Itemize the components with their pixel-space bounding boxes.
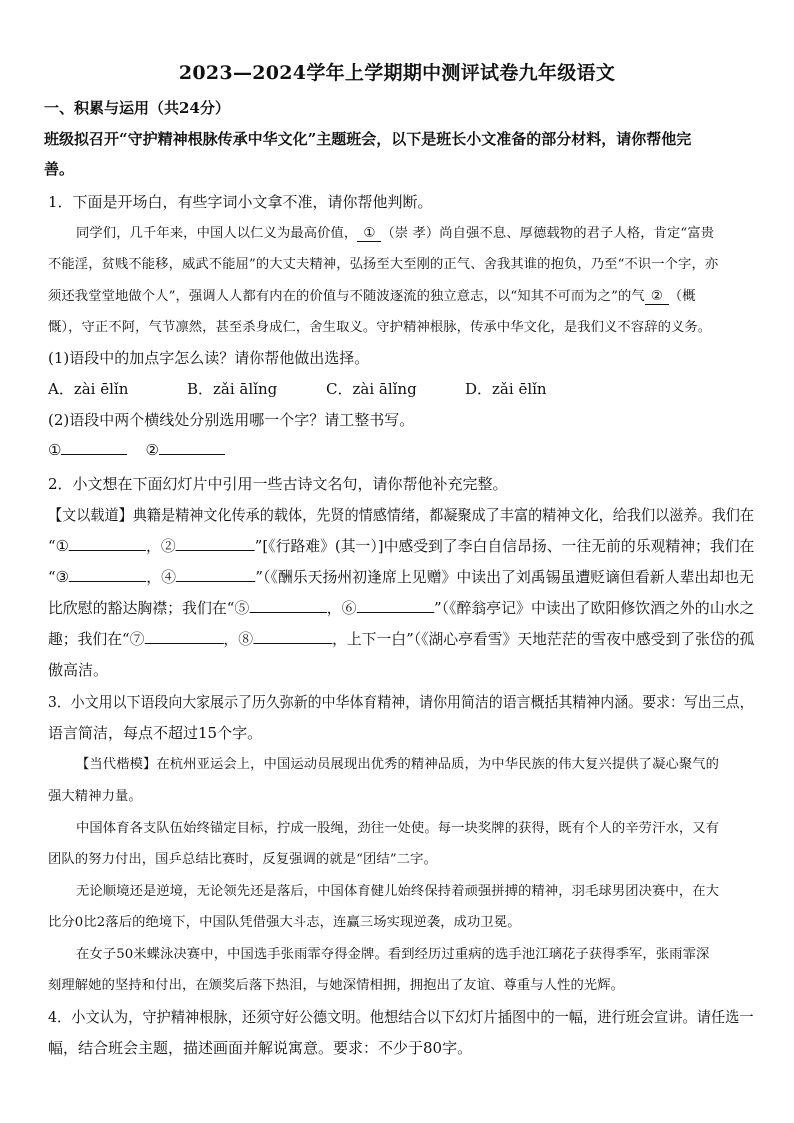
fill-label: “① — [48, 537, 69, 555]
fill-text: ”（《酬乐天扬州初逢席上见赠》中读出了刘禹锡虽遭贬谪但看新人辈出却也无 — [255, 568, 754, 586]
passage-text: （概 — [668, 289, 696, 304]
section-intro-line-1: 班级拟召开“守护精神根脉传承中华文化”主题班会，以下是班长小文准备的部分材料，请你帮他完 — [44, 130, 692, 148]
q2-line-4 — [48, 597, 754, 618]
q3-stem-line-1: 3．小文用以下语段向大家展示了历久弥新的中华体育精神，请你用简洁的语言概括其精神内涵。要求：写出三点， — [48, 693, 754, 711]
fill-blank-5[interactable] — [249, 598, 326, 613]
q3-passage-p1-line-2: 强大精神力量。 — [48, 789, 142, 804]
fill-text: ”[《行路难》(其一）]中感受到了李白自信昂扬、一往无前的乐观精神；我们在 — [254, 537, 755, 555]
q1-sub-question-1: (1)语段中的加点字怎么读？请你帮他做出选择。 — [48, 349, 370, 367]
q1-option-b: B．zǎi ālǐng — [187, 380, 278, 398]
q1-passage-line-3 — [48, 285, 696, 305]
q1-option-a: A．zài ēlǐn — [48, 380, 129, 398]
fill-label: “③ — [48, 568, 69, 586]
q4-stem-line-2: 幅，结合班会主题，描述画面并解说寓意。要求：不少于80字。 — [48, 1039, 473, 1057]
fill-blank-2[interactable] — [176, 536, 255, 551]
fill-blank-3[interactable] — [69, 567, 146, 582]
q2-line-2 — [48, 535, 754, 556]
fill-blank-7[interactable] — [144, 629, 223, 644]
q2-line-3 — [48, 566, 754, 587]
fill-blank-4[interactable] — [176, 567, 255, 582]
fill-blank-1[interactable] — [69, 536, 146, 551]
fill-text: ，上下一白”（《湖心亭看雪》天地茫茫的雪夜中感受到了张岱的孤 — [332, 630, 755, 648]
q1-sub-question-2: (2)语段中两个横线处分别选用哪一个字？请工整书写。 — [48, 411, 415, 429]
q2-line-1: 【文以载道】典籍是精神文化传承的载体，先贤的情感情绪，都凝聚成了丰富的精神文化，给我们以滋养。我们在 — [48, 506, 754, 524]
fill-label: ，⑧ — [223, 630, 254, 648]
q1-passage-line-4: 慨），守正不阿，气节凛然，甚至杀身成仁，舍生取义。守护精神根脉，传承中华文化，是我们义不容辞的义务。 — [48, 320, 712, 335]
fill-label: ，④ — [146, 568, 177, 586]
q3-passage-p2-line-2: 团队的努力付出，国乒总结比赛时，反复强调的就是“团结”二字。 — [48, 852, 437, 867]
q2-line-5 — [48, 628, 754, 649]
q3-stem-line-2: 语言简洁，每点不超过15个字。 — [48, 724, 263, 742]
passage-text: 同学们，几千年来，中国人以仁义为最高价值， — [76, 226, 358, 241]
answer-mark-2: ② — [145, 441, 159, 459]
q4-stem-line-1: 4．小文认为，守护精神根脉，还须守好公德文明。他想结合以下幻灯片插图中的一幅，进行班会宣讲。请任选一 — [48, 1008, 754, 1026]
q1-passage-line-1 — [76, 222, 714, 242]
q1-passage-line-2: 不能淫，贫贱不能移，威武不能屈”的大丈夫精神，弘扬至大至刚的正气、舍我其谁的抱负，乃至“不识一个字，亦 — [48, 257, 719, 272]
q3-passage-p3-line-2: 比分0比2落后的绝境下，中国队凭借强大斗志，连赢三场实现逆袭，成功卫冕。 — [48, 915, 521, 930]
q2-stem: 2．小文想在下面幻灯片中引用一些古诗文名句，请你帮他补充完整。 — [48, 475, 508, 493]
q2-line-6: 傲高洁。 — [48, 661, 109, 679]
q3-passage-p4-line-2: 刻理解她的坚持和付出，在颁奖后落下热泪，与她深情相拥，拥抱出了友谊、尊重与人性的光辉。 — [48, 978, 625, 993]
fill-label: ，② — [146, 537, 176, 555]
section-intro-line-2: 善。 — [44, 160, 75, 178]
fill-blank-6[interactable] — [357, 598, 434, 613]
passage-text: （崇 孝）尚自强不息、厚德载物的君子人格，肯定“富贵 — [381, 226, 715, 241]
answer-blank-1[interactable] — [61, 440, 127, 455]
q3-passage-p2-line-1: 中国体育各支队伍始终锚定目标，拧成一股绳，劲往一处使。每一块奖牌的获得，既有个人的辛劳汗水，又有 — [76, 821, 720, 836]
passage-text: 须还我堂堂地做个人”，强调人人都有内在的价值与不随波逐流的独立意志，以“知其不可而为之”的气 — [48, 289, 645, 304]
answer-mark-1: ① — [48, 441, 62, 459]
fill-label: 比欣慰的豁达胸襟；我们在“⑤ — [48, 599, 250, 617]
fill-label: ，⑥ — [326, 599, 357, 617]
blank-1: ① — [357, 226, 381, 242]
q3-passage-p3-line-1: 无论顺境还是逆境，无论领先还是落后，中国体育健儿始终保持着顽强拼搏的精神，羽毛球男团决赛中，在大 — [76, 884, 720, 899]
q1-option-c: C．zài ālǐng — [326, 380, 417, 398]
q1-option-d: D．zǎi ēlǐn — [465, 380, 547, 398]
exam-title: 2023—2024学年上学期期中测评试卷九年级语文 — [178, 62, 616, 84]
q1-stem: 1．下面是开场白，有些字词小文拿不准，请你帮他判断。 — [48, 193, 433, 211]
section-heading: 一、积累与运用（共24分） — [44, 99, 230, 117]
blank-2: ② — [645, 289, 669, 305]
fill-blank-8[interactable] — [253, 629, 332, 644]
q3-passage-p4-line-1: 在女子50米蝶泳决赛中，中国选手张雨霏夺得金牌。看到经历过重病的选手池江璃花子获得季军，张雨霏深 — [76, 947, 710, 962]
q3-passage-p1-line-1: 【当代楷模】在杭州亚运会上，中国运动员展现出优秀的精神品质，为中华民族的伟大复兴提供了凝心聚气的 — [76, 757, 720, 772]
fill-label: 趣；我们在“⑦ — [48, 630, 145, 648]
fill-text: ”（《醉翁亭记》中读出了欧阳修饮酒之外的山水之 — [433, 599, 755, 617]
q1-answer-line — [48, 440, 225, 459]
answer-blank-2[interactable] — [159, 440, 225, 455]
